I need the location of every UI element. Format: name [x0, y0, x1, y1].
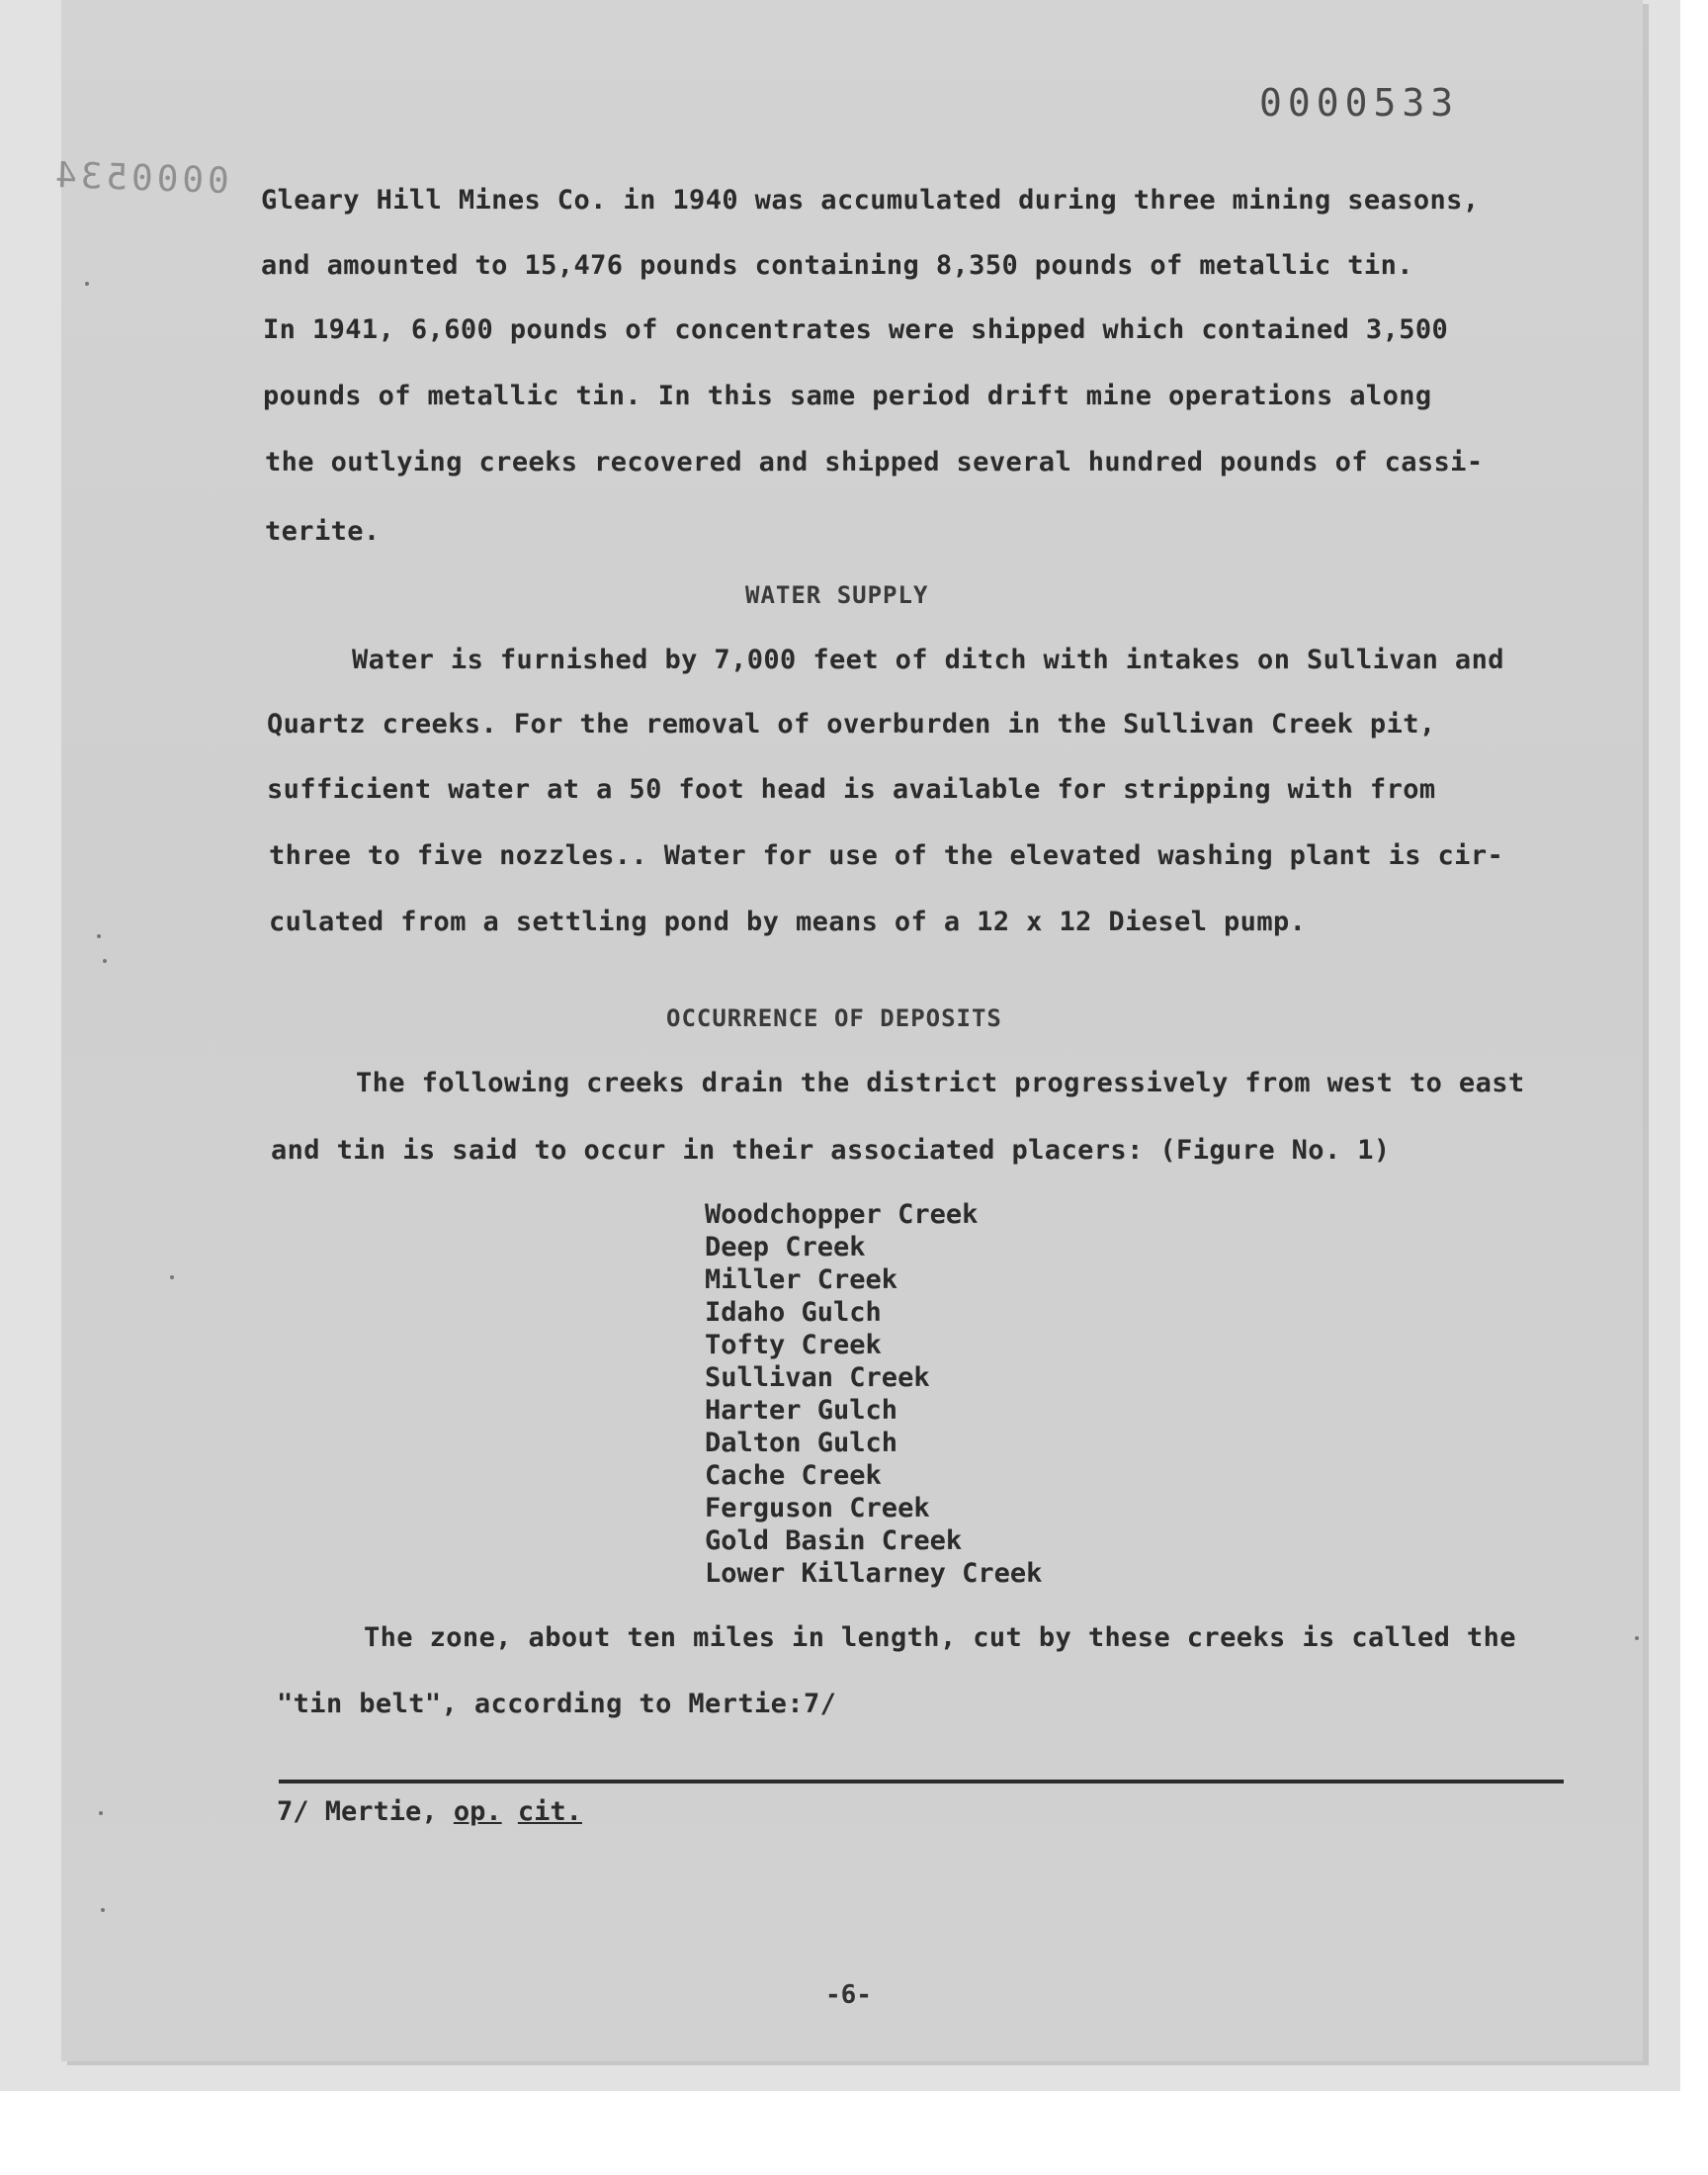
scan-speck: [85, 282, 89, 286]
creek-list-item: Sullivan Creek: [705, 1362, 930, 1393]
document-number: 0000533: [1259, 81, 1460, 125]
scan-speck: [101, 1908, 105, 1912]
closing-line: The zone, about ten miles in length, cut by these creeks is called the: [364, 1622, 1516, 1653]
water-supply-line: Quartz creeks. For the removal of overburden in the Sullivan Creek pit,: [267, 709, 1436, 740]
occurrence-line: The following creeks drain the district progressively from west to east: [356, 1068, 1525, 1098]
creek-list-item: Woodchopper Creek: [705, 1199, 979, 1230]
mirrored-stamp: 0000534: [50, 154, 230, 203]
footnote-cit: cit.: [517, 1796, 582, 1827]
intro-line: and amounted to 15,476 pounds containing 8,350 pounds of metallic tin.: [261, 250, 1413, 281]
occurrence-line: and tin is said to occur in their associated placers: (Figure No. 1): [271, 1135, 1391, 1166]
closing-line: "tin belt", according to Mertie:7/: [277, 1689, 837, 1719]
creek-list-item: Cache Creek: [705, 1460, 882, 1491]
scan-speck: [99, 1811, 103, 1815]
water-supply-line: sufficient water at a 50 foot head is available for stripping with from: [267, 774, 1436, 805]
creek-list-item: Idaho Gulch: [705, 1297, 882, 1328]
document-page: [50, 0, 1643, 2061]
creek-list-item: Lower Killarney Creek: [705, 1558, 1043, 1589]
footnote-author: Mertie,: [324, 1796, 438, 1827]
water-supply-heading: WATER SUPPLY: [745, 581, 929, 609]
creek-list-item: Deep Creek: [705, 1232, 866, 1262]
creek-list-item: Ferguson Creek: [705, 1493, 930, 1523]
scan-speck: [1635, 1636, 1639, 1640]
scan-speck: [170, 1275, 174, 1279]
intro-line: pounds of metallic tin. In this same period drift mine operations along: [263, 381, 1432, 411]
footnote-op: op.: [453, 1796, 502, 1827]
creek-list-item: Miller Creek: [705, 1264, 898, 1295]
water-supply-line: Water is furnished by 7,000 feet of ditch with intakes on Sullivan and: [352, 645, 1504, 675]
water-supply-line: culated from a settling pond by means of a 12 x 12 Diesel pump.: [269, 907, 1307, 937]
intro-line: terite.: [265, 516, 381, 547]
intro-line: the outlying creeks recovered and shipped several hundred pounds of cassi-: [265, 447, 1484, 478]
creek-list-item: Dalton Gulch: [705, 1428, 898, 1458]
creek-list-item: Gold Basin Creek: [705, 1525, 963, 1556]
footnote: [277, 1796, 582, 1827]
footnote-marker: 7/: [277, 1796, 309, 1827]
creek-list-item: Harter Gulch: [705, 1395, 898, 1426]
water-supply-line: three to five nozzles.. Water for use of the elevated washing plant is cir-: [269, 840, 1504, 871]
creek-list-item: Tofty Creek: [705, 1330, 882, 1360]
scan-speck: [97, 934, 101, 938]
page-number: -6-: [825, 1980, 872, 2010]
footnote-rule: [279, 1780, 1564, 1784]
intro-line: In 1941, 6,600 pounds of concentrates were shipped which contained 3,500: [263, 314, 1449, 345]
occurrence-heading: OCCURRENCE OF DEPOSITS: [666, 1004, 1002, 1032]
intro-line: Gleary Hill Mines Co. in 1940 was accumulated during three mining seasons,: [261, 185, 1480, 216]
scan-speck: [103, 959, 107, 963]
